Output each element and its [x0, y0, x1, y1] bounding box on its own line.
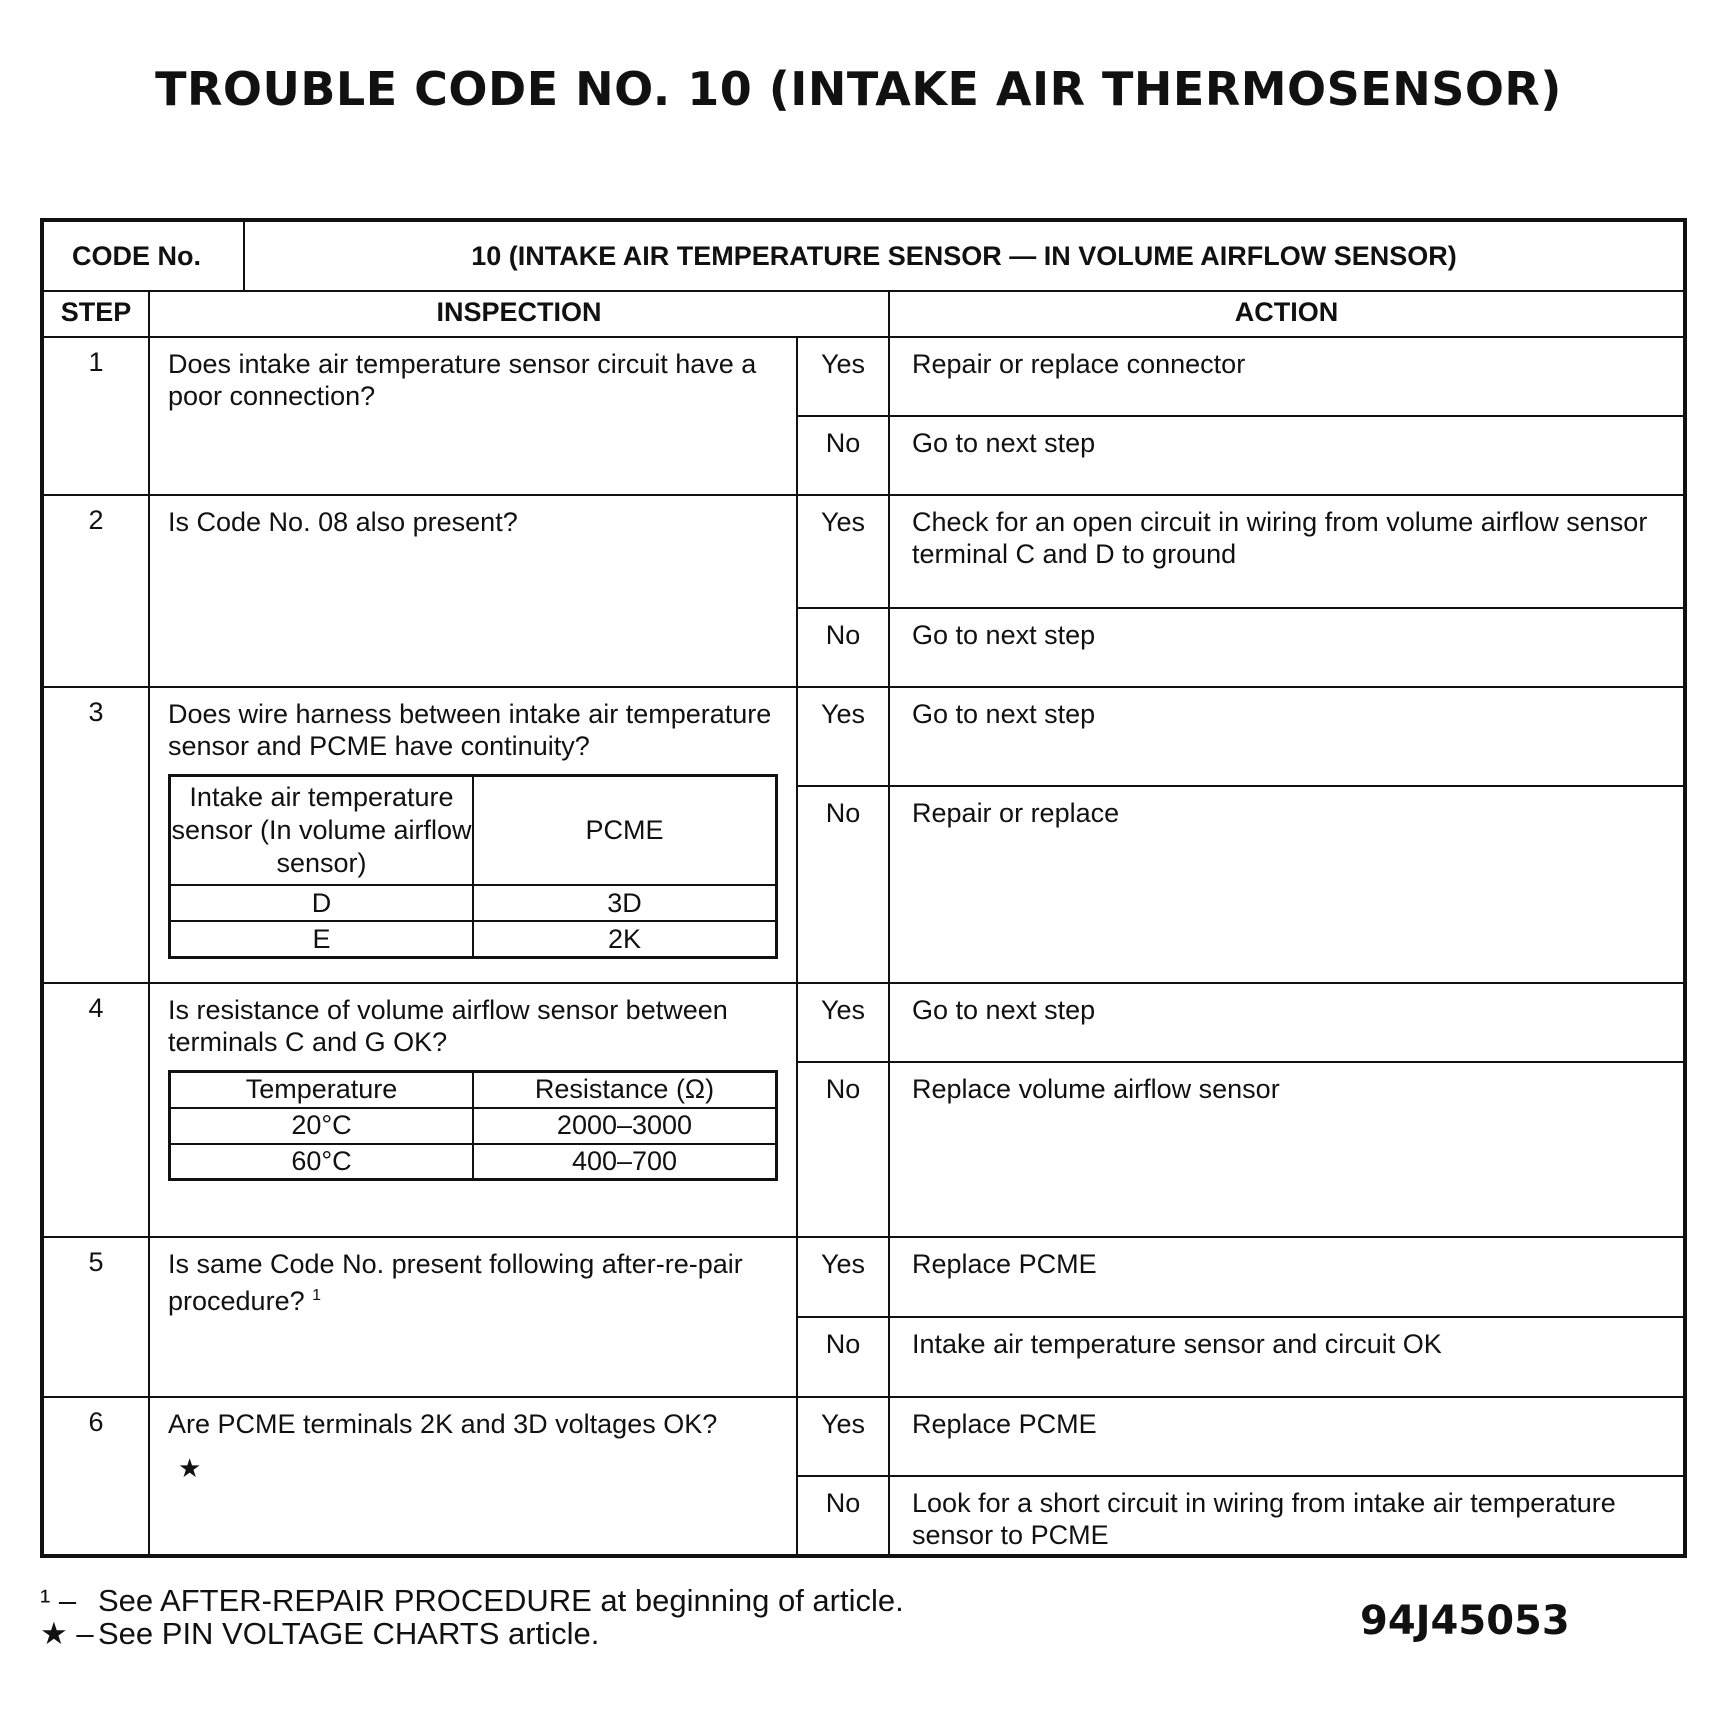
no-action: Look for a short circuit in wiring from intake air temperature sensor to PCME: [889, 1476, 1685, 1556]
subtable-header: Resistance (Ω): [473, 1072, 777, 1108]
yes-label: Yes: [797, 1397, 889, 1477]
no-action: Go to next step: [889, 608, 1685, 687]
star-icon: ★: [178, 1452, 202, 1483]
yes-action: Go to next step: [889, 983, 1685, 1062]
yes-action: Go to next step: [889, 687, 1685, 786]
yes-action: Replace PCME: [889, 1397, 1685, 1477]
footnote-mark: ¹ –: [40, 1583, 77, 1618]
no-label: No: [797, 416, 889, 496]
footnote-item: [40, 1617, 904, 1650]
yes-action: Check for an open circuit in wiring from volume airflow sensor terminal C and D to ground: [889, 495, 1685, 608]
step-inspection: Is Code No. 08 also present?: [149, 495, 797, 687]
footnote-text: See AFTER-REPAIR PROCEDURE at beginning of article.: [98, 1583, 904, 1618]
subtable-cell: E: [170, 921, 474, 957]
subtable-cell: 60°C: [170, 1144, 474, 1180]
no-action: Repair or replace: [889, 786, 1685, 984]
code-value: 10 (INTAKE AIR TEMPERATURE SENSOR — IN VOLUME AIRFLOW SENSOR): [244, 220, 1685, 291]
header-step: STEP: [42, 291, 149, 337]
no-label: No: [797, 1317, 889, 1397]
header-inspection: INSPECTION: [149, 291, 889, 337]
step-number: 3: [42, 687, 149, 983]
no-label: No: [797, 786, 889, 984]
yes-label: Yes: [797, 687, 889, 786]
step-number: 1: [42, 337, 149, 495]
subtable-cell: 2K: [473, 921, 777, 957]
footnotes: [40, 1584, 904, 1650]
no-label: No: [797, 608, 889, 687]
step-inspection-text: Does wire harness between intake air temperature sensor and PCME have continuity?: [168, 698, 772, 761]
no-label: No: [797, 1476, 889, 1556]
continuity-subtable: [168, 774, 778, 959]
step-number: 2: [42, 495, 149, 687]
subtable-cell: 20°C: [170, 1108, 474, 1144]
subtable-header: Intake air temperature sensor (In volume airflow sensor): [170, 775, 474, 885]
step-inspection: [149, 1397, 797, 1556]
subtable-header: PCME: [473, 775, 777, 885]
subtable-cell: 3D: [473, 885, 777, 921]
yes-label: Yes: [797, 983, 889, 1062]
step-inspection: [149, 983, 797, 1237]
no-label: No: [797, 1062, 889, 1237]
yes-action: Replace PCME: [889, 1237, 1685, 1317]
no-action: Go to next step: [889, 416, 1685, 496]
resistance-subtable: [168, 1070, 778, 1181]
footnote-mark: ★ –: [40, 1616, 94, 1651]
page-title: TROUBLE CODE NO. 10 (INTAKE AIR THERMOSENSOR): [155, 62, 1562, 116]
subtable-cell: 2000–3000: [473, 1108, 777, 1144]
step-inspection: [149, 687, 797, 983]
header-action: ACTION: [889, 291, 1685, 337]
no-action: Intake air temperature sensor and circuit OK: [889, 1317, 1685, 1397]
figure-id: 94J45053: [1360, 1598, 1570, 1644]
subtable-cell: 400–700: [473, 1144, 777, 1180]
yes-label: Yes: [797, 337, 889, 416]
yes-label: Yes: [797, 495, 889, 608]
footnote-text: See PIN VOLTAGE CHARTS article.: [98, 1616, 600, 1651]
no-action: Replace volume airflow sensor: [889, 1062, 1685, 1237]
yes-label: Yes: [797, 1237, 889, 1317]
step-inspection: [149, 1237, 797, 1396]
code-label: CODE No.: [42, 220, 244, 291]
subtable-header: Temperature: [170, 1072, 474, 1108]
step-number: 5: [42, 1237, 149, 1396]
step-inspection: Does intake air temperature sensor circuit have a poor connection?: [149, 337, 797, 495]
step-number: 6: [42, 1397, 149, 1556]
yes-action: Repair or replace connector: [889, 337, 1685, 416]
footnote-item: [40, 1584, 904, 1617]
step-number: 4: [42, 983, 149, 1237]
subtable-cell: D: [170, 885, 474, 921]
step-inspection-text: Is same Code No. present following after-re-pair procedure?: [168, 1249, 743, 1317]
step-inspection-text: Is resistance of volume airflow sensor between terminals C and G OK?: [168, 995, 728, 1058]
step-inspection-text: Are PCME terminals 2K and 3D voltages OK?: [168, 1408, 718, 1439]
trouble-code-table: [40, 218, 1687, 1558]
footnote-ref: 1: [312, 1287, 322, 1305]
